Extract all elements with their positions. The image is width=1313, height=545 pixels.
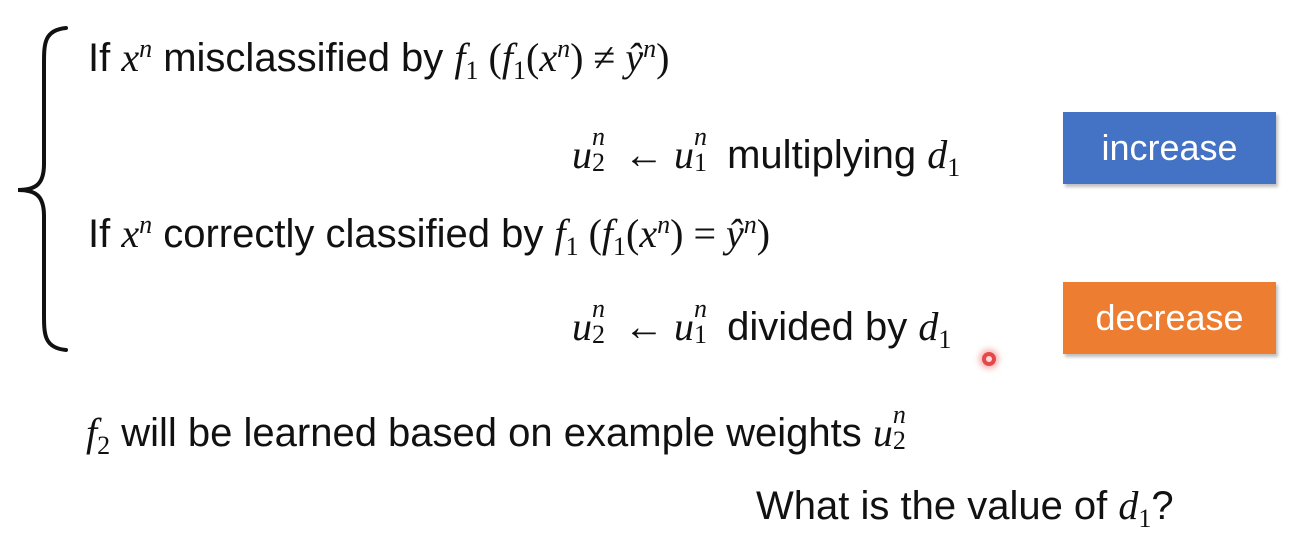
update-rule-multiply: u n 2 ← u n 1 multiplying $d_1$ xyxy=(572,122,961,183)
condition-misclassified: If $x^n$ misclassified by $f_1$ ($f_1(x^n)$ ≠ $ŷ^n$) xyxy=(88,33,670,86)
decrease-badge: decrease xyxy=(1063,282,1276,354)
f2-learned-statement: $f_2$ will be learned based on example weights u n 2 xyxy=(86,400,906,461)
update-rule-divide: u n 2 ← u n 1 divided by $d_1$ xyxy=(572,294,952,355)
question-value-of-d1: What is the value of $d_1$? xyxy=(756,483,1174,534)
pointer-dot-icon xyxy=(982,352,996,366)
left-brace-icon xyxy=(14,24,74,354)
condition-correctly-classified: If $x^n$ correctly classified by $f_1$ ($f_1(x^n)$ = $ŷ^n$) xyxy=(88,209,771,262)
increase-badge: increase xyxy=(1063,112,1276,184)
